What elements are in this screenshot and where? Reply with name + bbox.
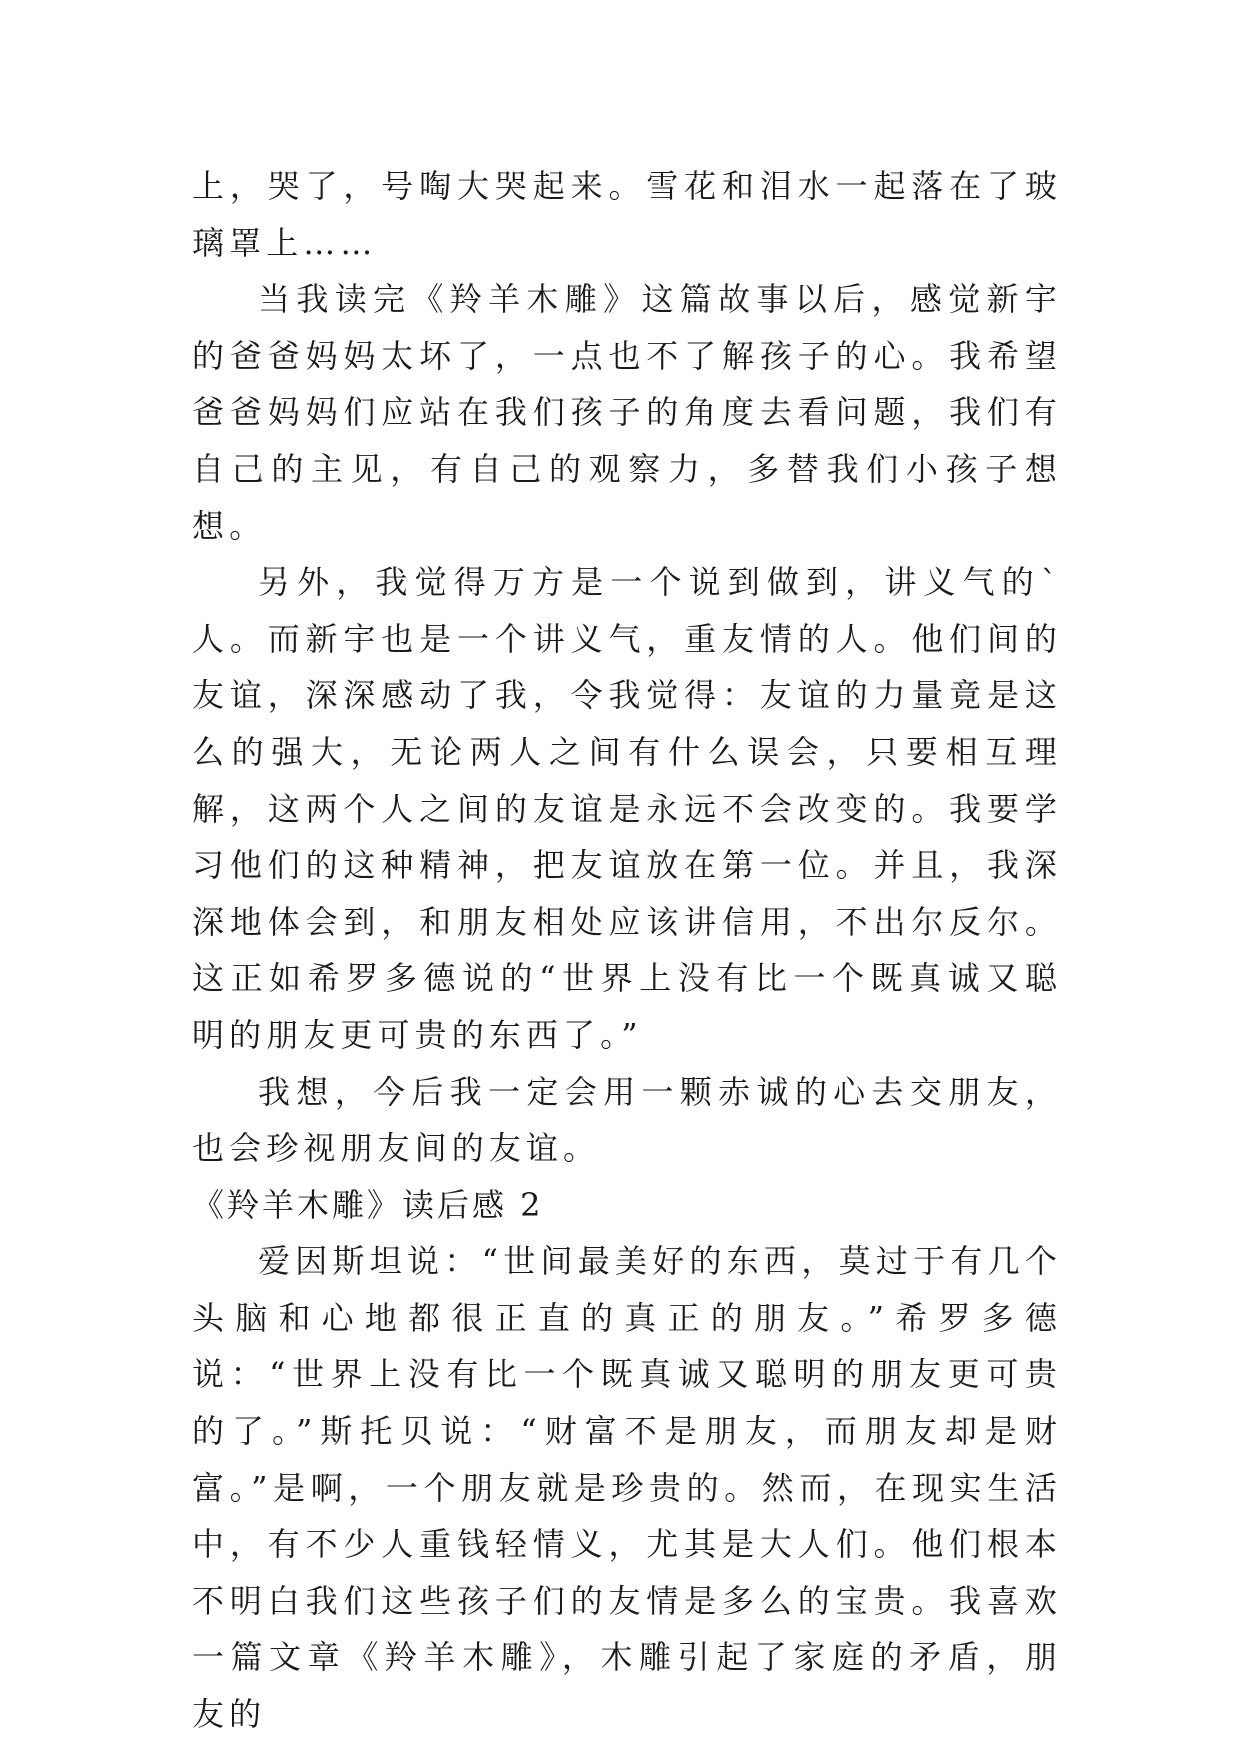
paragraph: 爱因斯坦说：“世间最美好的东西，莫过于有几个头脑和心地都很正直的真正的朋友。”希罗多德说：“世界上没有比一个既真诚又聪明的朋友更可贵的了。”斯托贝说：“财富不是朋友，而朋友却是财富。”是啊，一个朋友就是珍贵的。然而，在现实生活中，有不少人重钱轻情义，尤其是大人们。他们根本不明白我们这些孩子们的友情是多么的宝贵。我喜欢一篇文章《羚羊木雕》，木雕引起了家庭的矛盾，朋友的 bbox=[192, 1242, 1062, 1734]
document-body bbox=[192, 158, 1062, 1743]
section-heading: 《羚羊木雕》读后感 2 bbox=[192, 1185, 544, 1224]
paragraph: 上，哭了，号啕大哭起来。雪花和泪水一起落在了玻璃罩上…… bbox=[192, 167, 1062, 262]
paragraph: 我想，今后我一定会用一颗赤诚的心去交朋友，也会珍视朋友间的友谊。 bbox=[192, 1072, 1062, 1168]
paragraph: 另外，我觉得万方是一个说到做到，讲义气的`人。而新宇也是一个讲义气，重友情的人。他们间的友谊，深深感动了我，令我觉得：友谊的力量竟是这么的强大，无论两人之间有什么误会，只要相互理解，这两个人之间的友谊是永远不会改变的。我要学习他们的这种精神，把友谊放在第一位。并且，我深深地体会到，和朋友相处应该讲信用，不出尔反尔。这正如希罗多德说的“世界上没有比一个既真诚又聪明的朋友更可贵的东西了。” bbox=[192, 563, 1062, 1054]
paragraph: 当我读完《羚羊木雕》这篇故事以后，感觉新宇的爸爸妈妈太坏了，一点也不了解孩子的心。我希望爸爸妈妈们应站在我们孩子的角度去看问题，我们有自己的主见，有自己的观察力，多替我们小孩子想想。 bbox=[192, 280, 1062, 545]
